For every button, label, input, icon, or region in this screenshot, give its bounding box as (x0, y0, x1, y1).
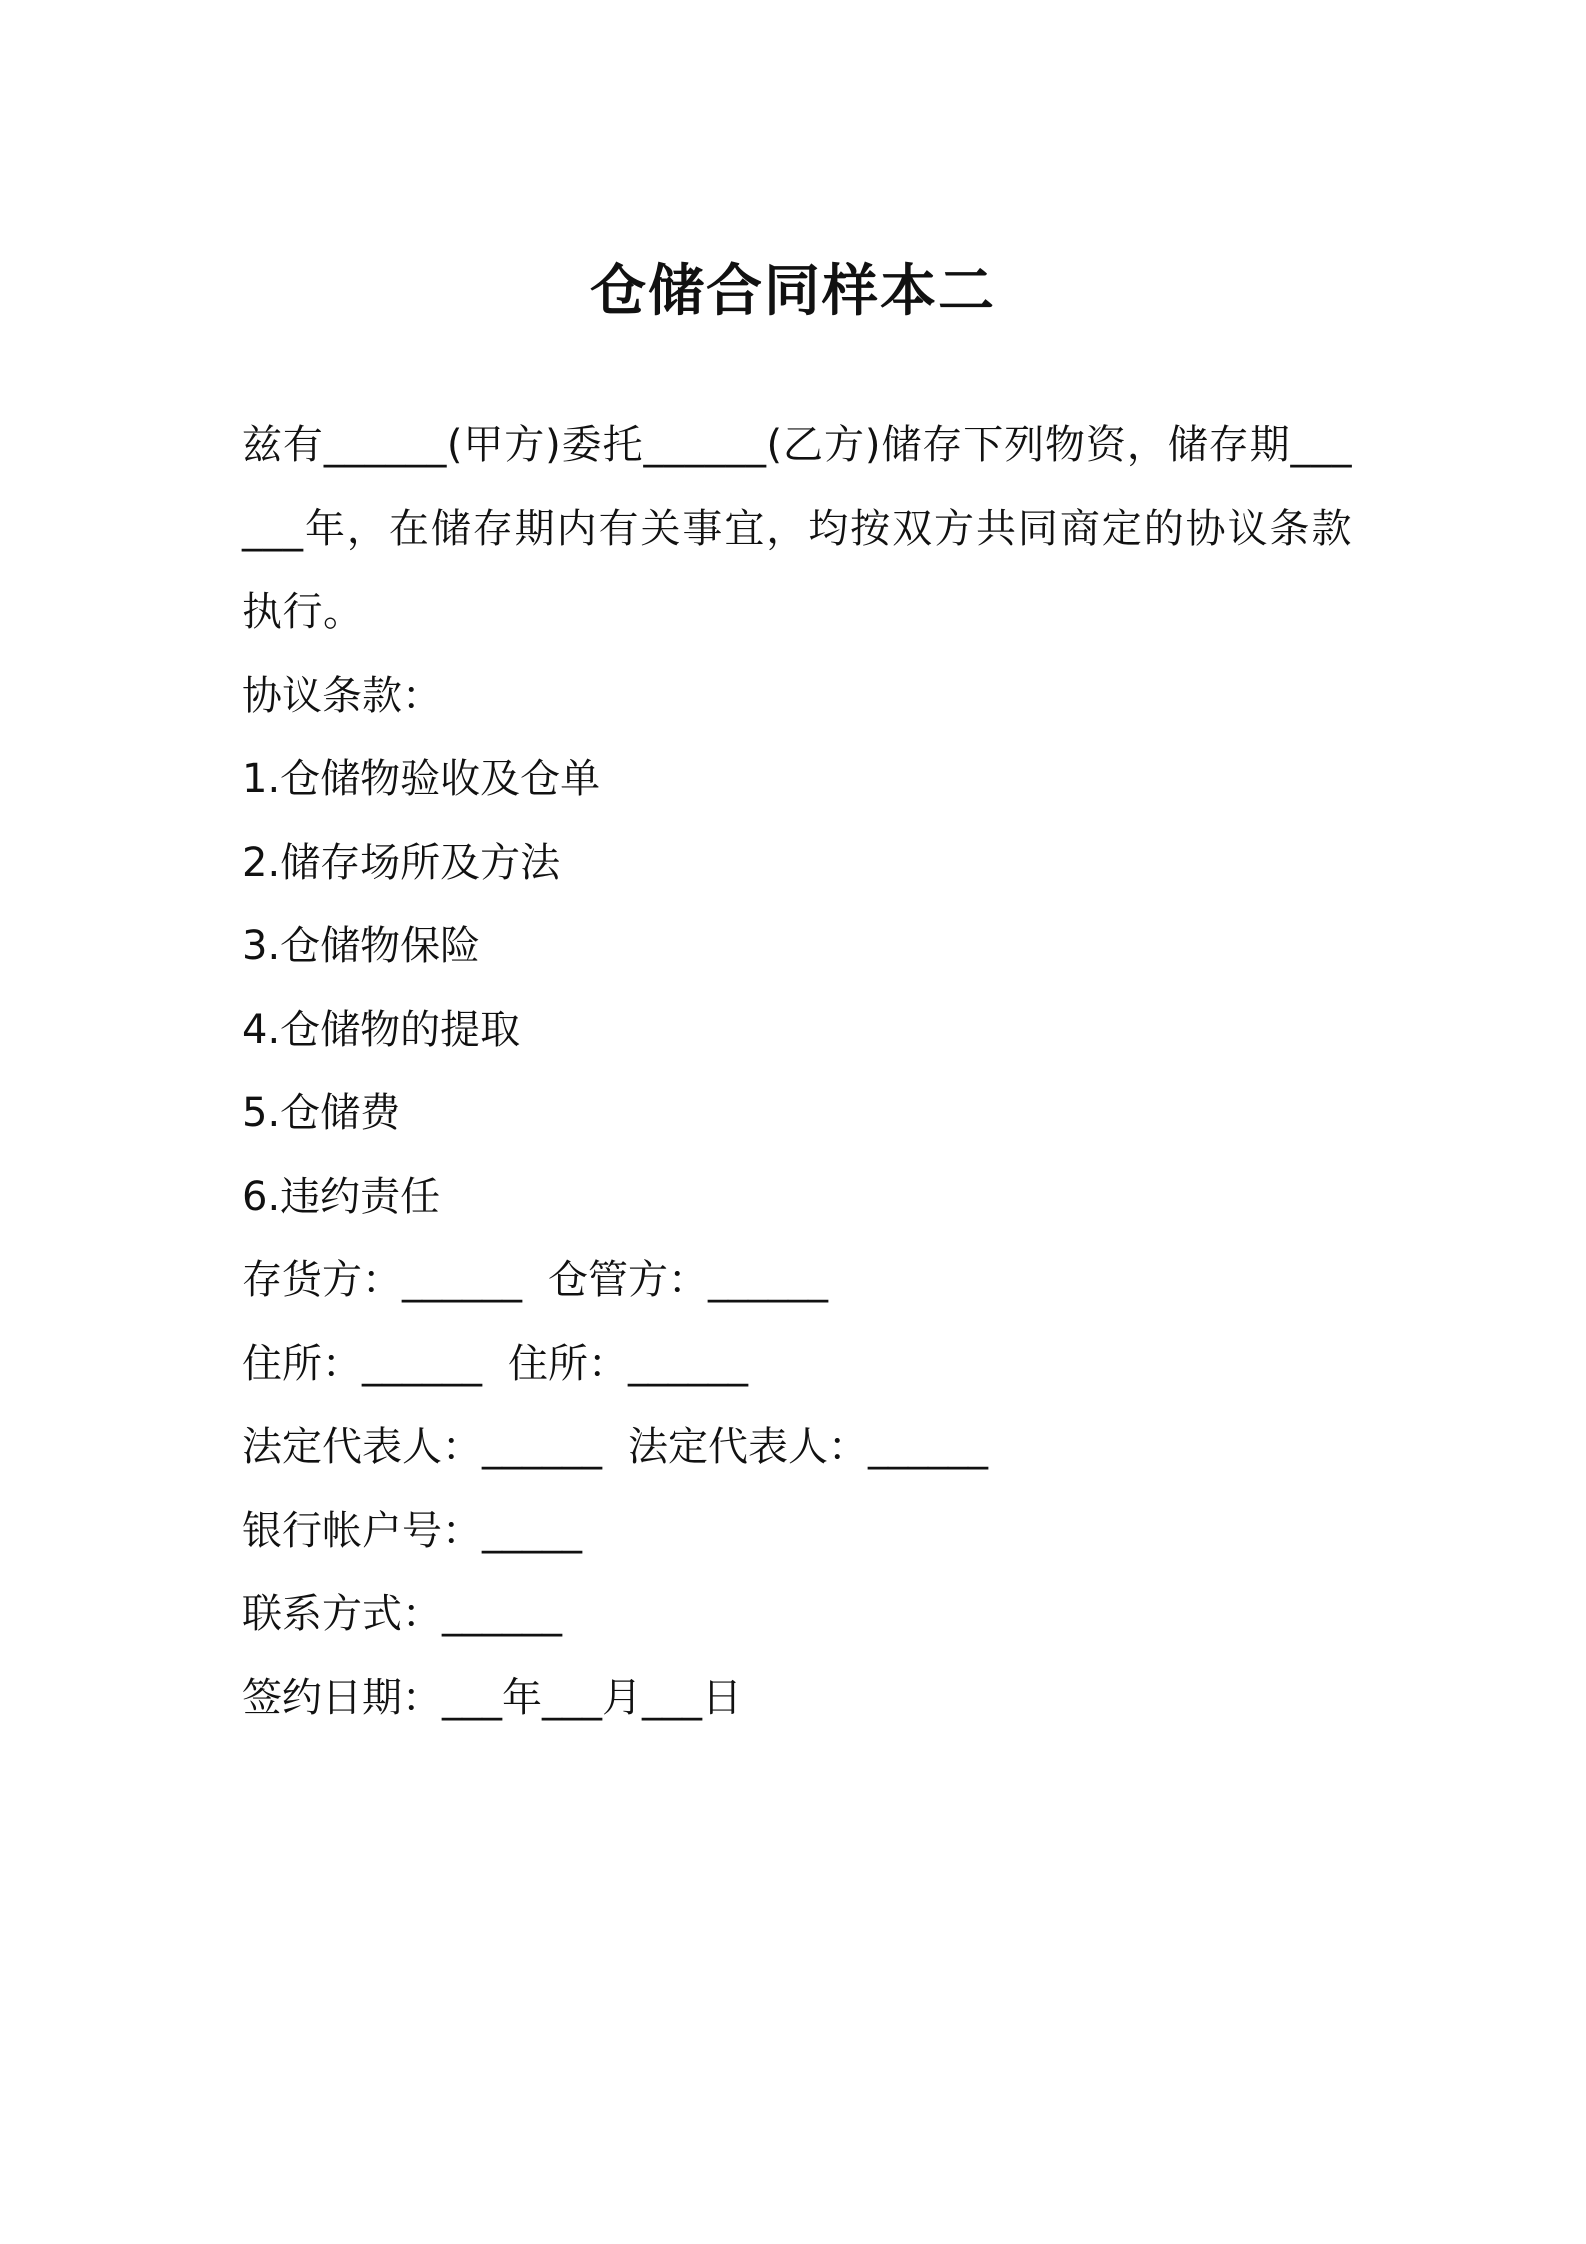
clause-item: 5.仓储费 (242, 1090, 401, 1136)
custodian-field: 仓管方：______ (548, 1257, 828, 1303)
clause-item: 3.仓储物保险 (242, 923, 481, 969)
clause-item: 4.仓储物的提取 (242, 1006, 521, 1053)
intro-paragraph: 兹有______(甲方)委托______(乙方)储存下列物资，储存期______年，在储存期内有关事宜，均按双方共同商定的协议条款执行。 (242, 422, 1352, 635)
address-line (242, 1323, 1352, 1407)
document-body (242, 404, 1352, 1740)
address-left-field: 住所：______ (242, 1340, 482, 1387)
address-right-field: 住所：______ (508, 1340, 748, 1387)
bank-account-field: 银行帐户号：_____ (242, 1507, 582, 1554)
legal-rep-right-field: 法定代表人：______ (628, 1424, 988, 1470)
clause-item: 2.储存场所及方法 (242, 839, 561, 886)
legal-rep-left-field: 法定代表人：______ (242, 1424, 602, 1470)
clauses-heading: 协议条款： (242, 672, 442, 719)
party-line (242, 1239, 1352, 1323)
depositor-field: 存货方：______ (242, 1257, 522, 1303)
legal-rep-line (242, 1406, 1352, 1490)
clause-list (242, 738, 1352, 1239)
sign-date-field: 签约日期：___年___月___日 (242, 1674, 742, 1721)
contact-field: 联系方式：______ (242, 1591, 562, 1637)
clause-item: 6.违约责任 (242, 1173, 441, 1220)
document-title: 仓储合同样本二 (590, 259, 996, 324)
clause-item: 1.仓储物验收及仓单 (242, 756, 601, 802)
